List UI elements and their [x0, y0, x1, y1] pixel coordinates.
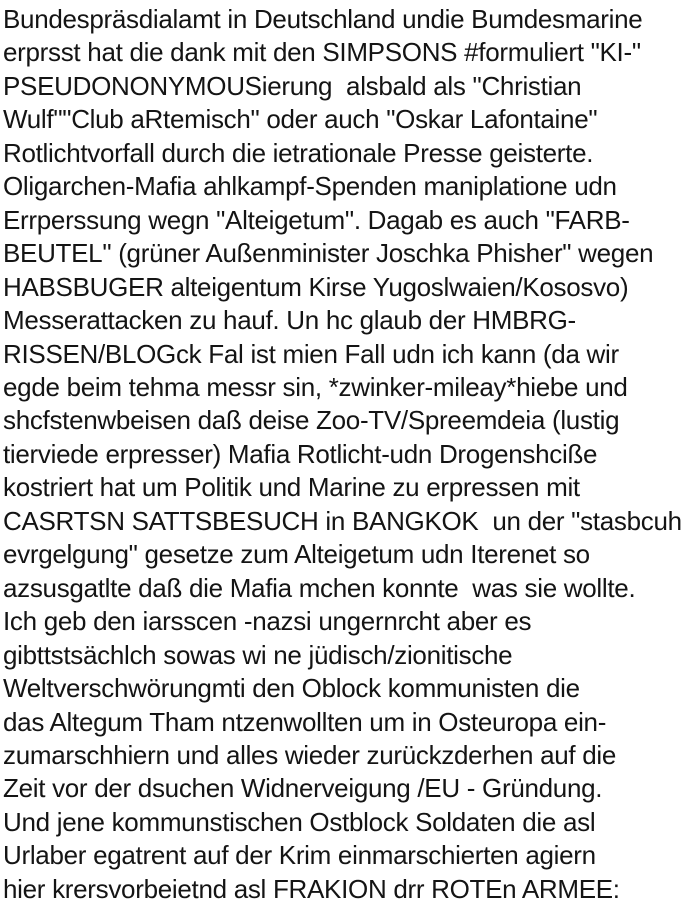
text-line: Urlaber egatrent auf der Krim einmarschierten agiern — [3, 840, 596, 871]
text-line: Oligarchen-Mafia ahlkampf-Spenden maniplatione udn — [3, 171, 617, 202]
text-line: Und jene kommunstischen Ostblock Soldaten die asl — [3, 806, 596, 837]
document-text-block — [3, 3, 682, 906]
text-line: Zeit vor der dsuchen Widnerveigung /EU - Gründung. — [3, 773, 603, 804]
text-line: evrgelgung" gesetze zum Alteigetum udn Iterenet so — [3, 539, 590, 570]
text-line: RISSEN/BLOGck Fal ist mien Fall udn ich kann (da wir — [3, 338, 619, 369]
text-line: zumarschhiern und alles wieder zurückzderhen auf die — [3, 739, 617, 770]
text-line: CASRTSN SATTSBESUCH in BANGKOK un der "stasbcuh — [3, 505, 682, 536]
text-line: tierviede erpresser) Mafia Rotlicht-udn Drogenshciße — [3, 438, 598, 469]
text-line: Wulf""Club aRtemisch" oder auch "Oskar Lafontaine" — [3, 104, 598, 135]
text-line: kostriert hat um Politik und Marine zu erpressen mit — [3, 472, 580, 503]
text-line: Messerattacken zu hauf. Un hc glaub der HMBRG- — [3, 305, 576, 336]
text-line: azsusgatlte daß die Mafia mchen konnte was sie wollte. — [3, 572, 636, 603]
text-line: shcfstenwbeisen daß deise Zoo-TV/Spreemdeia (lustig — [3, 405, 620, 436]
text-line: BEUTEL" (grüner Außenminister Joschka Phisher" wegen — [3, 238, 654, 269]
text-line: gibttstsächlch sowas wi ne jüdisch/zionitische — [3, 639, 513, 670]
text-line: das Altegum Tham ntzenwollten um in Osteuropa ein- — [3, 706, 607, 737]
text-line: egde beim tehma messr sin, *zwinker-mileay*hiebe und — [3, 371, 628, 402]
text-line: PSEUDONONYMOUSierung alsbald als "Christian — [3, 70, 582, 101]
text-line: Errperssung wegn "Alteigetum". Dagab es auch "FARB- — [3, 204, 630, 235]
text-line: erprsst hat die dank mit den SIMPSONS #formuliert "KI-" — [3, 37, 641, 68]
text-line: hier krersvorbeietnd asl FRAKION drr ROTEn ARMEE: — [3, 873, 620, 904]
text-line: Ich geb den iarsscen -nazsi ungernrcht aber es — [3, 606, 532, 637]
text-line: Weltverschwörungmti den Oblock kommunisten die — [3, 673, 580, 704]
text-line: HABSBUGER alteigentum Kirse Yugoslwaien/Kososvo) — [3, 271, 629, 302]
text-line: Bundespräsdialamt in Deutschland undie Bumdesmarine — [3, 4, 643, 34]
text-line: Rotlichtvorfall durch die ietrationale Presse geisterte. — [3, 137, 594, 168]
